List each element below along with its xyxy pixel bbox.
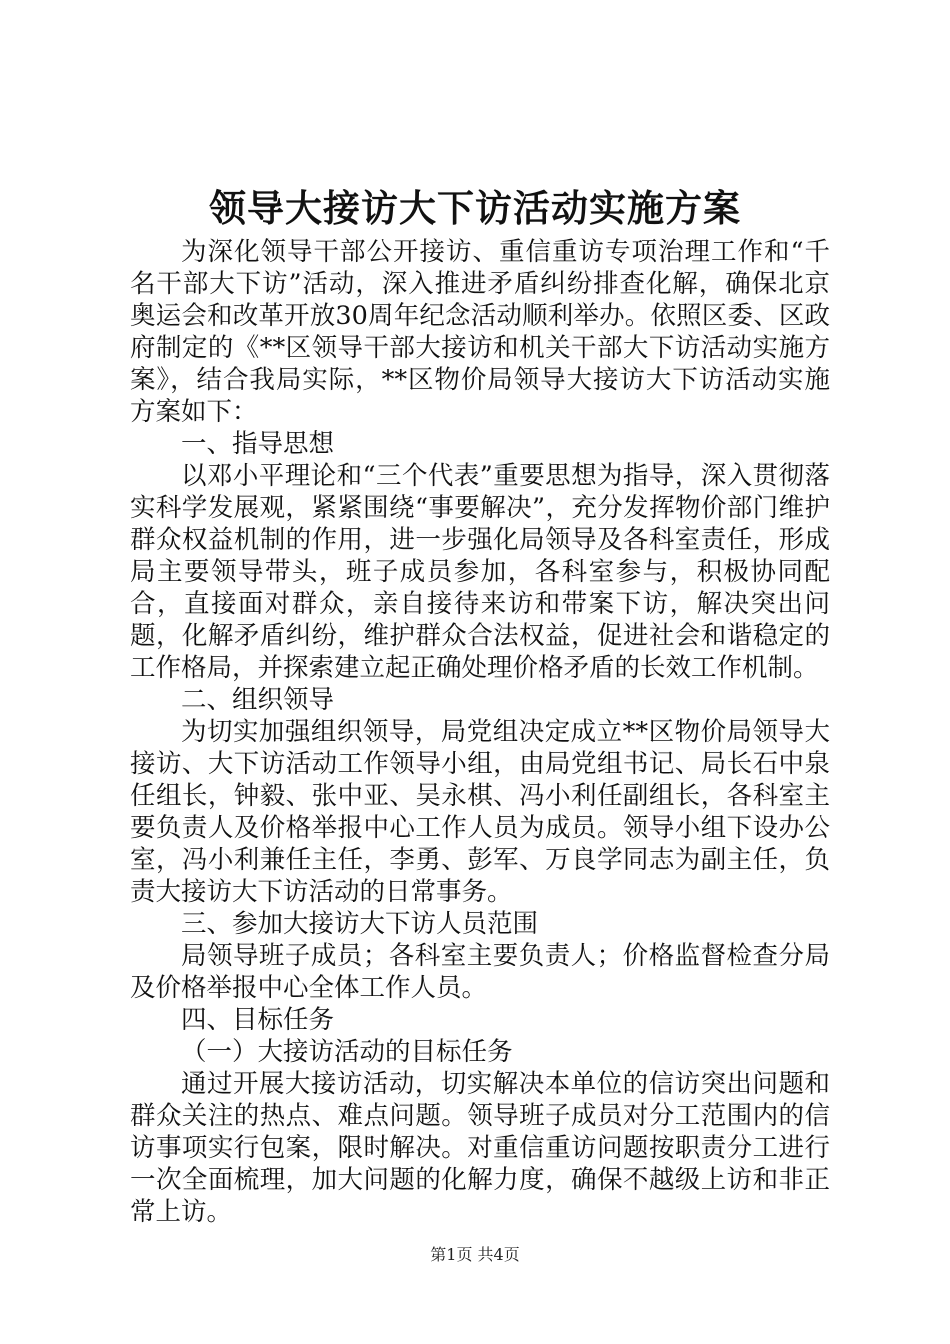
subsection-heading-reception-targets: （一）大接访活动的目标任务 xyxy=(181,1037,513,1067)
personnel-scope-paragraph: 局领导班子成员；各科室主要负责人；价格监督检查分局及价格举报中心全体工作人员。 xyxy=(130,941,830,1003)
section-heading-personnel-scope: 三、参加大接访大下访人员范围 xyxy=(181,909,539,939)
page-footer: 第1页 共4页 xyxy=(430,1245,520,1264)
document-title: 领导大接访大下访活动实施方案 xyxy=(209,186,741,230)
document-body xyxy=(130,236,830,1228)
section-heading-guiding-ideology: 一、指导思想 xyxy=(181,429,335,459)
intro-paragraph: 为深化领导干部公开接访、重信重访专项治理工作和“千名干部大下访”活动，深入推进矛盾纠纷排查化解，确保北京奥运会和改革开放30周年纪念活动顺利举办。依照区委、区政府制定的《**区领导干部大接访和机关干部大下访活动实施方案》，结合我局实际，**区物价局领导大接访大下访活动实施方案如下： xyxy=(130,237,830,427)
guiding-ideology-paragraph: 以邓小平理论和“三个代表”重要思想为指导，深入贯彻落实科学发展观，紧紧围绕“事要解决”，充分发挥物价部门维护群众权益机制的作用，进一步强化局领导及各科室责任，形成局主要领导带头，班子成员参加，各科室参与，积极协同配合，直接面对群众，亲自接待来访和带案下访，解决突出问题，化解矛盾纠纷，维护群众合法权益，促进社会和谐稳定的工作格局，并探索建立起正确处理价格矛盾的长效工作机制。 xyxy=(130,461,830,683)
reception-targets-paragraph: 通过开展大接访活动，切实解决本单位的信访突出问题和群众关注的热点、难点问题。领导班子成员对分工范围内的信访事项实行包案，限时解决。对重信重访问题按职责分工进行一次全面梳理，加大问题的化解力度，确保不越级上访和非正常上访。 xyxy=(130,1069,830,1227)
section-heading-organization: 二、组织领导 xyxy=(181,685,335,715)
organization-paragraph: 为切实加强组织领导，局党组决定成立**区物价局领导大接访、大下访活动工作领导小组，由局党组书记、局长石中泉任组长，钟毅、张中亚、吴永棋、冯小利任副组长，各科室主要负责人及价格举报中心工作人员为成员。领导小组下设办公室，冯小利兼任主任，李勇、彭军、万良学同志为副主任，负责大接访大下访活动的日常事务。 xyxy=(130,717,830,907)
section-heading-targets: 四、目标任务 xyxy=(181,1005,335,1035)
